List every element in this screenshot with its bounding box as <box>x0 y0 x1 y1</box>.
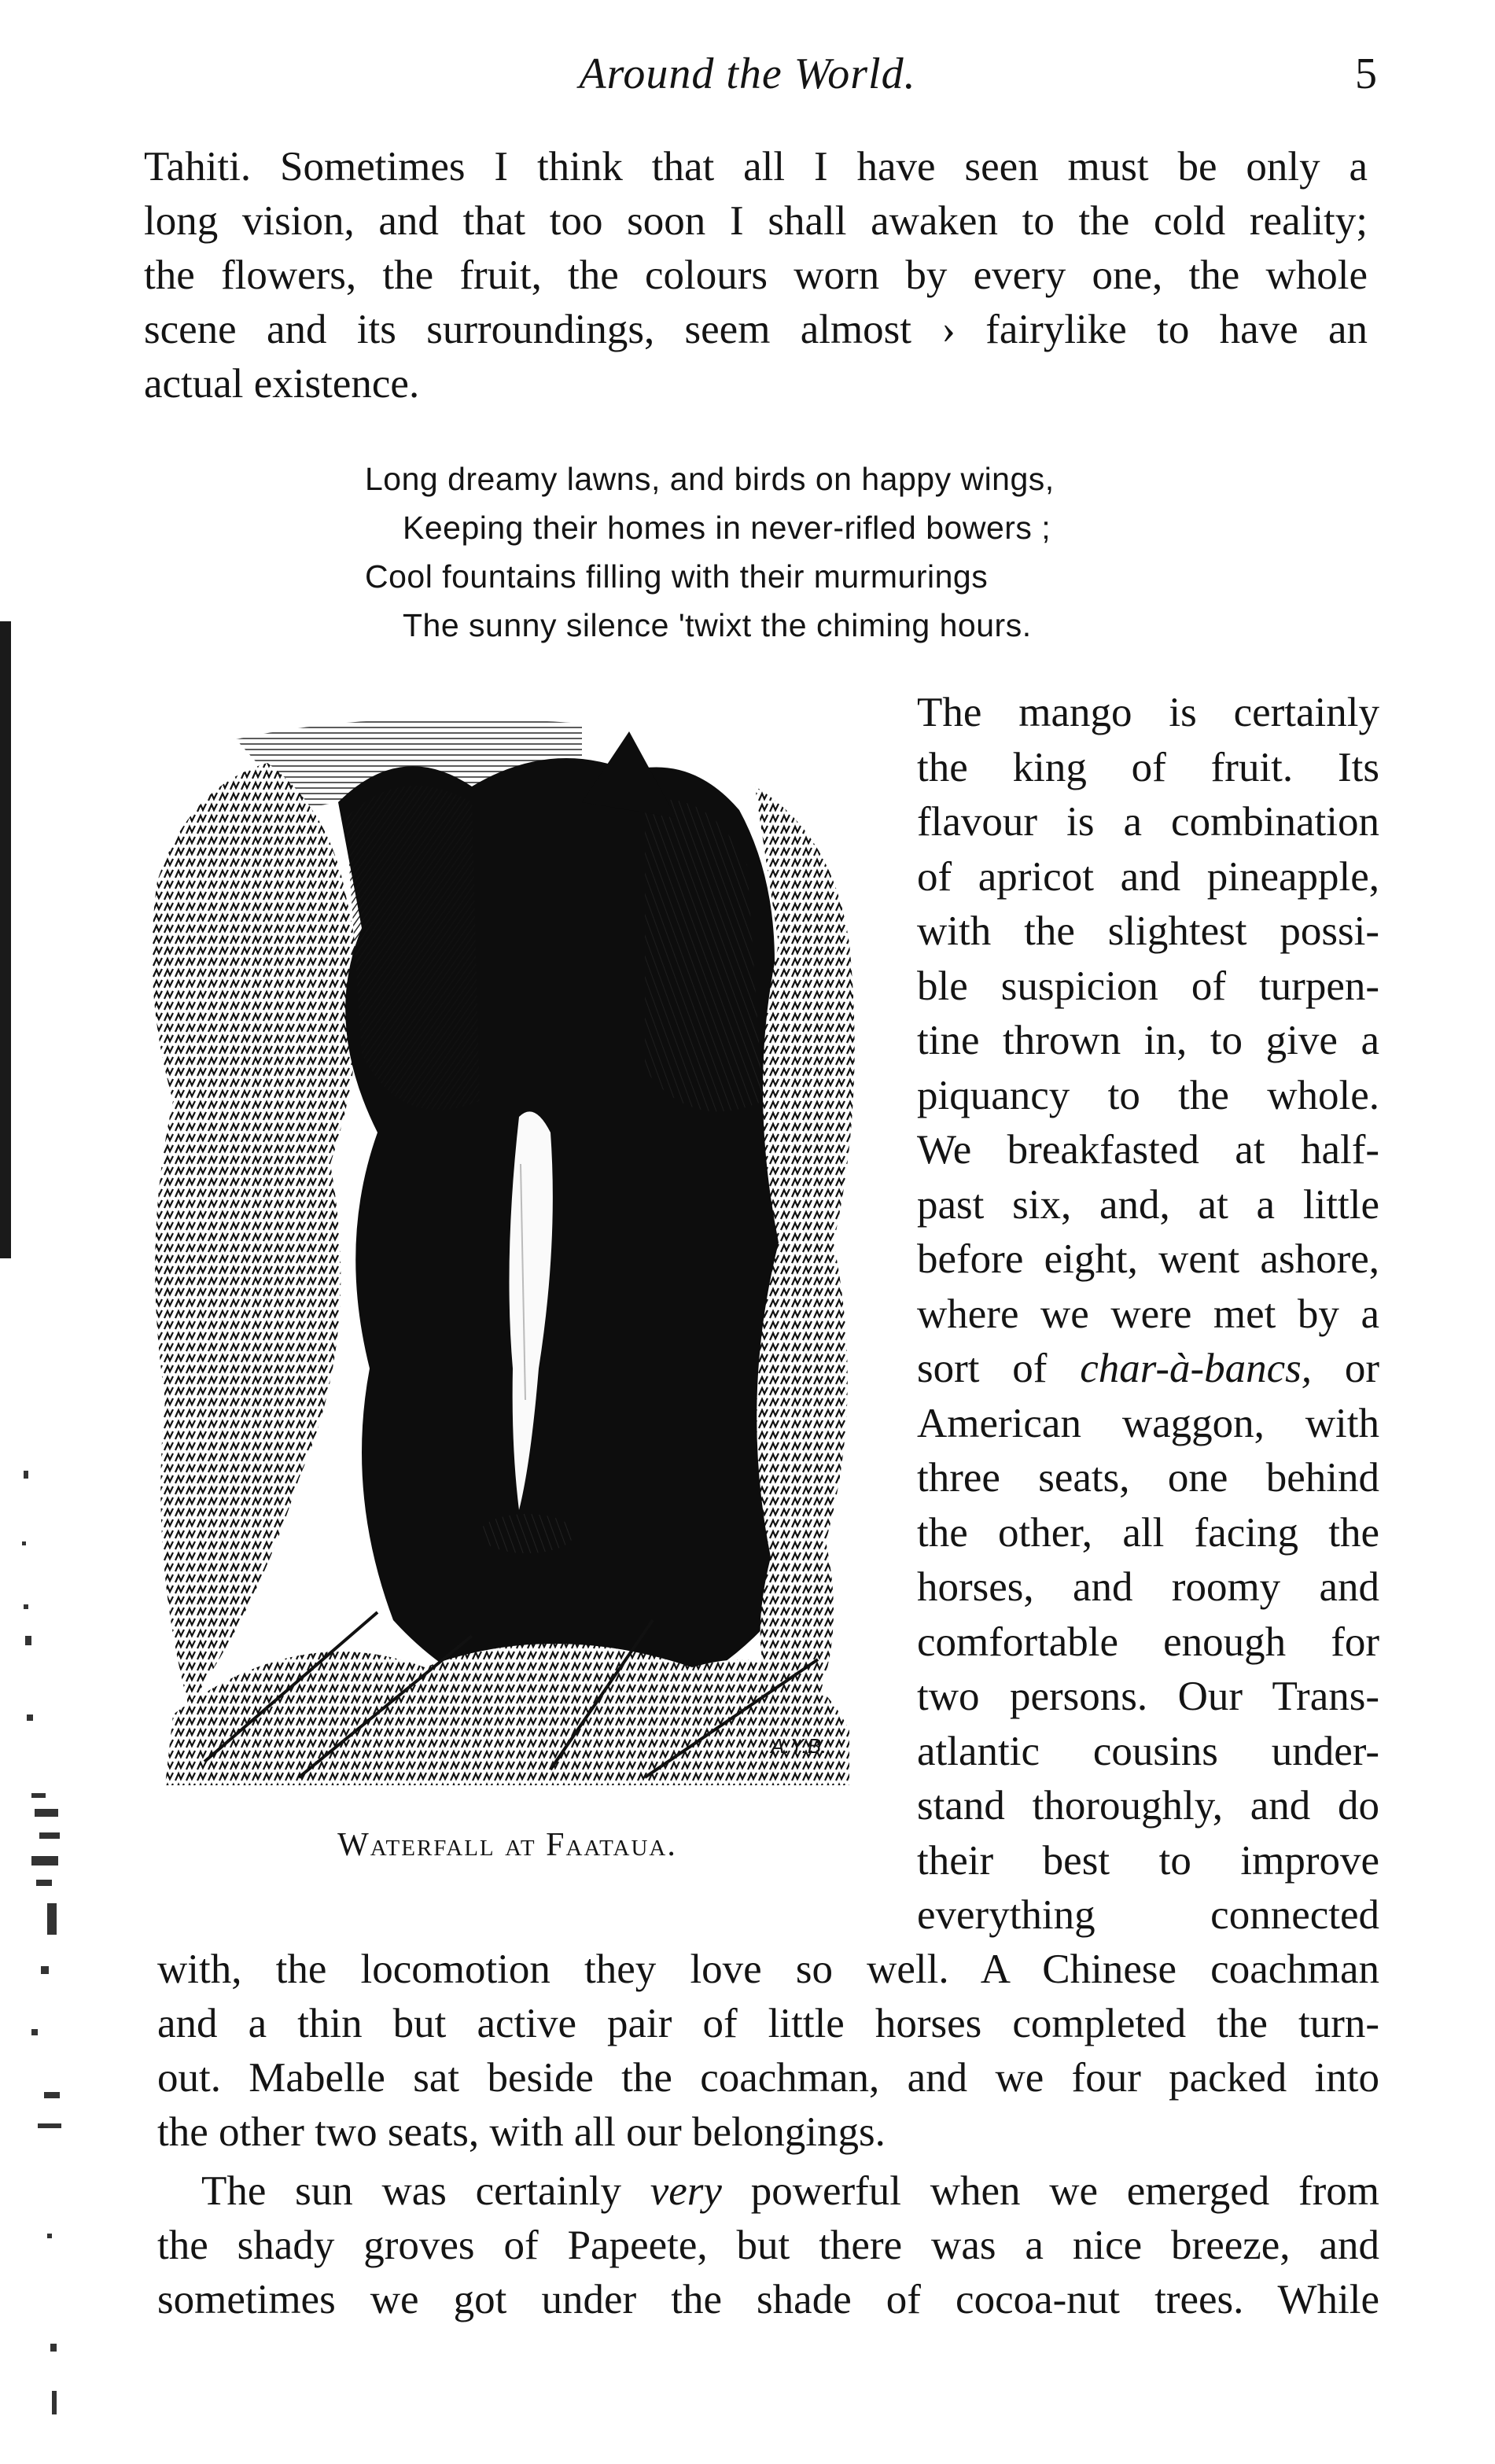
poem-line: Keeping their homes in never-rifled bowers ; <box>403 510 1051 546</box>
text-line: with the slightest possi- <box>917 908 1379 954</box>
engraving-image <box>142 692 873 1793</box>
running-title: Around the World. <box>579 50 916 98</box>
text-line: with, the locomotion they love so well. A Chinese coachman <box>157 1947 1379 1992</box>
text-line <box>157 2164 1379 2219</box>
text-line: before eight, went ashore, <box>917 1236 1379 1282</box>
poem-line: Long dreamy lawns, and birds on happy wings, <box>365 461 1055 497</box>
text-line: piquancy to the whole. <box>917 1072 1379 1118</box>
poem-stanza <box>365 455 1055 650</box>
paragraph-3 <box>157 1943 1379 2160</box>
text-fragment: sort of <box>917 1346 1048 1391</box>
text-line: Tahiti. Sometimes I think that all I have seen must be only a <box>144 144 1368 190</box>
page-number: 5 <box>1355 50 1377 98</box>
text-line: the king of fruit. Its <box>917 744 1379 790</box>
text-line: out. Mabelle sat beside the coachman, and we four packed into <box>157 2055 1379 2101</box>
scan-margin-specks <box>0 1463 94 2462</box>
text-line: stand thoroughly, and do <box>917 1783 1379 1829</box>
text-line: three seats, one behind <box>917 1455 1379 1501</box>
italic-term: char-à-bancs, <box>1080 1346 1313 1391</box>
text-line: the flowers, the fruit, the colours worn by every one, the whole <box>144 252 1368 298</box>
text-line: comfortable enough for <box>917 1619 1379 1665</box>
text-fragment: powerful when we emerged from <box>750 2168 1380 2214</box>
text-line: everything connected <box>917 1892 1379 1938</box>
text-fragment: or <box>1344 1346 1379 1391</box>
text-line: long vision, and that too soon I shall awaken to the cold reality; <box>144 198 1368 244</box>
text-line: of apricot and pineapple, <box>917 853 1379 900</box>
illustration-caption: Waterfall at Faataua. <box>337 1827 677 1863</box>
text-line: ble suspicion of turpen- <box>917 963 1379 1009</box>
engraver-signature: A.Y.B. <box>771 1734 827 1758</box>
text-line: the shady groves of Papeete, but there was a nice breeze, and <box>157 2223 1379 2268</box>
paragraph-1 <box>144 140 1368 411</box>
text-line: the other, all facing the <box>917 1509 1379 1556</box>
text-line: their best to improve <box>917 1837 1379 1884</box>
text-line: horses, and roomy and <box>917 1564 1379 1610</box>
text-line: flavour is a combination <box>917 799 1379 845</box>
italic-word: very <box>650 2168 722 2214</box>
text-line: scene and its surroundings, seem almost › fairylike to have an <box>144 307 1368 352</box>
text-line: atlantic cousins under- <box>917 1728 1379 1774</box>
paragraph-4 <box>157 2164 1379 2327</box>
text-line: and a thin but active pair of little horses completed the turn- <box>157 2001 1379 2046</box>
paragraph-2 <box>917 686 1379 1943</box>
text-line: The mango is certainly <box>917 690 1379 735</box>
text-line: the other two seats, with all our belongings. <box>157 2109 886 2155</box>
text-line: two persons. Our Trans- <box>917 1674 1379 1719</box>
text-line: We breakfasted at half- <box>917 1127 1379 1173</box>
poem-line: Cool fountains filling with their murmurings <box>365 558 989 595</box>
text-line: where we were met by a <box>917 1291 1379 1337</box>
text-line: actual existence. <box>144 361 420 407</box>
text-line: tine thrown in, to give a <box>917 1018 1379 1063</box>
scan-edge-shadow <box>0 621 11 1258</box>
text-line: sometimes we got under the shade of cocoa-nut trees. While <box>157 2277 1379 2322</box>
waterfall-engraving <box>142 692 873 1793</box>
text-line: past six, and, at a little <box>917 1181 1379 1228</box>
text-line <box>917 1342 1379 1397</box>
text-fragment: The sun was certainly <box>201 2168 622 2214</box>
text-line: American waggon, with <box>917 1400 1379 1446</box>
poem-line: The sunny silence 'twixt the chiming hours. <box>403 607 1032 643</box>
